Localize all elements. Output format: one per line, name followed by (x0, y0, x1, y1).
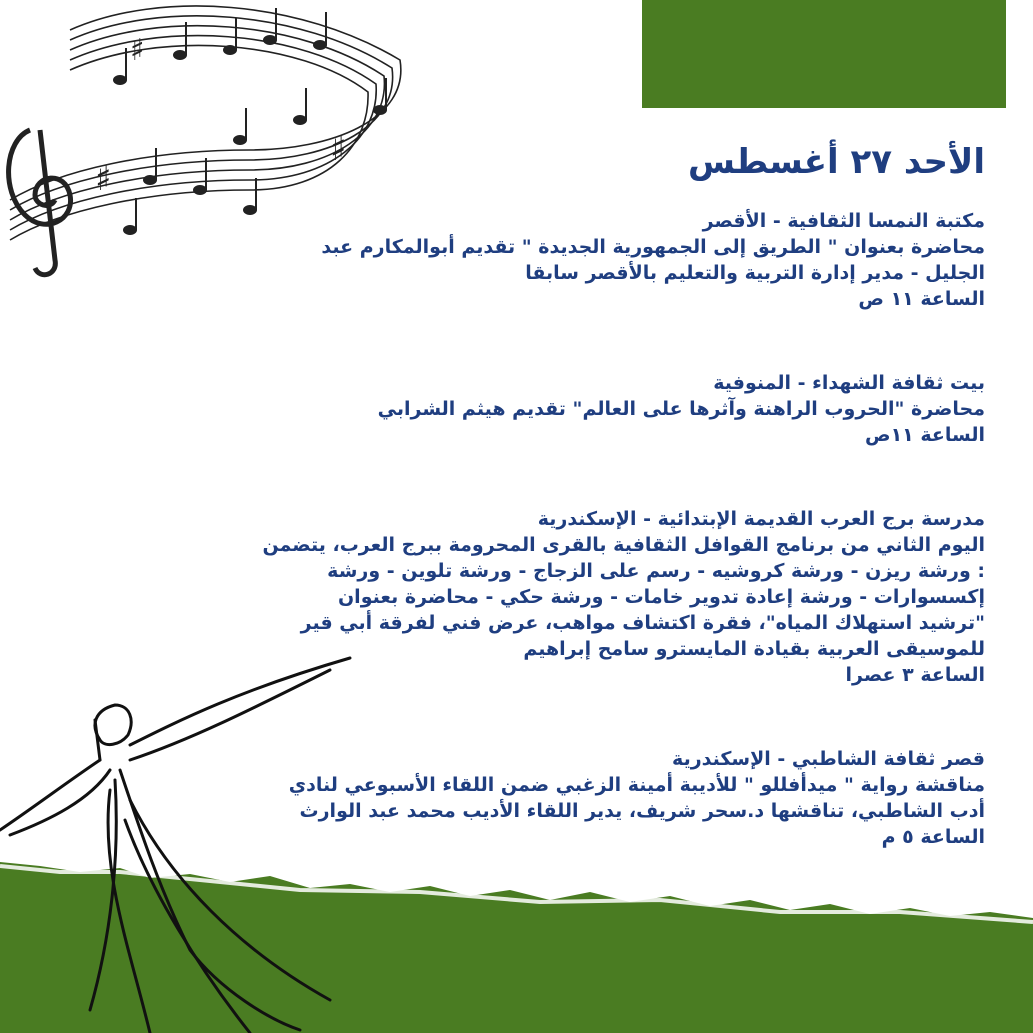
event-description: محاضرة "الحروب الراهنة وآثرها على العالم" تقديم هيثم الشرابي (377, 398, 985, 420)
event-time: الساعة ٣ عصرا (845, 664, 985, 686)
event-time: الساعة ١١ ص (858, 288, 985, 310)
event-venue: قصر ثقافة الشاطبي - الإسكندرية (672, 748, 985, 770)
event-venue: مدرسة برج العرب القديمة الإبتدائية - الإسكندرية (537, 508, 985, 530)
svg-text:♯: ♯ (330, 129, 347, 169)
event-item (185, 506, 985, 688)
event-description: : ورشة ريزن - ورشة كروشيه - رسم على الزجاج - ورشة تلوين - ورشة (327, 560, 985, 582)
event-venue: مكتبة النمسا الثقافية - الأقصر (702, 210, 985, 232)
event-description: مناقشة رواية " ميدأفللو " للأديبة أمينة الزغبي ضمن اللقاء الأسبوعي لنادي (288, 774, 985, 796)
schedule-content (185, 140, 985, 908)
event-venue: بيت ثقافة الشهداء - المنوفية (713, 372, 985, 394)
event-description: "ترشيد استهلاك المياه"، فقرة اكتشاف مواهب، عرض فني لفرقة أبي قير (300, 612, 985, 634)
event-description: اليوم الثاني من برنامج القوافل الثقافية بالقرى المحرومة ببرج العرب، يتضمن (262, 534, 985, 556)
svg-text:♯: ♯ (95, 159, 112, 199)
event-description: إكسسوارات - ورشة إعادة تدوير خامات - ورشة حكي - محاضرة بعنوان (337, 586, 985, 608)
svg-text:♯: ♯ (130, 33, 145, 68)
event-item (185, 746, 985, 850)
event-item (185, 370, 985, 448)
page-title: الأحد ٢٧ أغسطس (688, 142, 985, 182)
event-time: الساعة ١١ص (865, 424, 985, 446)
event-description: الجليل - مدير إدارة التربية والتعليم بالأقصر سابقا (525, 262, 985, 284)
event-description: محاضرة بعنوان " الطريق إلى الجمهورية الجديدة " تقديم أبوالمكارم عبد (321, 236, 985, 258)
event-time: الساعة ٥ م (881, 826, 985, 848)
event-item (185, 208, 985, 312)
event-description: للموسيقى العربية بقيادة المايسترو سامح إبراهيم (523, 638, 985, 660)
event-description: أدب الشاطبي، تناقشها د.سحر شريف، يدير اللقاء الأديب محمد عبد الوارث (299, 800, 985, 822)
